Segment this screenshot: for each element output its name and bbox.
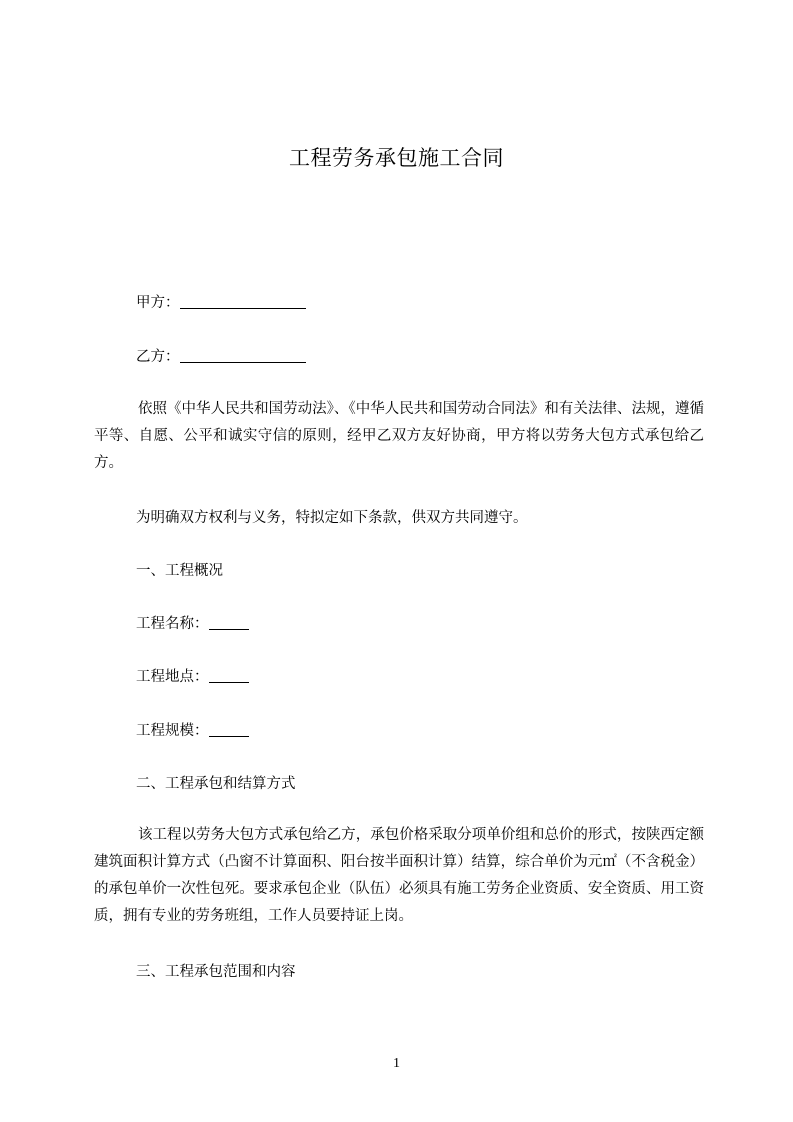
party-b-label: 乙方： [136, 349, 180, 365]
party-b-line [136, 345, 306, 366]
section2-paragraph: 该工程以劳务大包方式承包给乙方，承包价格采取分项单价组和总价的形式，按陕西定额建筑面积计算方式（凸窗不计算面积、阳台按半面积计算）结算，综合单价为元㎡（不含税金）的承包单价一次性包死。要求承包企业（队伍）必须具有施工劳务企业资质、安全资质、用工资质，拥有专业的劳务班组，工作人员要持证上岗。 [94, 827, 704, 924]
page-number: 1 [393, 1056, 400, 1071]
purpose-line: 为明确双方权利与义务，特拟定如下条款，供双方共同遵守。 [136, 510, 528, 526]
project-location-blank [209, 668, 249, 683]
intro-paragraph: 依照《中华人民共和国劳动法》、《中华人民共和国劳动合同法》和有关法律、法规，遵循平等、自愿、公平和诚实守信的原则，经甲乙双方友好协商，甲方将以劳务大包方式承包给乙方。 [94, 401, 704, 471]
project-location-label: 工程地点： [136, 669, 209, 685]
section3-heading: 三、工程承包范围和内容 [136, 964, 296, 980]
document-title: 工程劳务承包施工合同 [289, 146, 504, 170]
party-a-label: 甲方： [136, 295, 180, 311]
section1-heading: 一、工程概况 [136, 563, 223, 579]
project-name-label: 工程名称： [136, 616, 209, 632]
project-scale-label: 工程规模： [136, 723, 209, 739]
party-a-blank [180, 294, 306, 309]
party-a-line [136, 291, 306, 312]
project-name-line [136, 612, 249, 633]
project-name-blank [209, 615, 249, 630]
project-scale-line [136, 719, 249, 740]
project-scale-blank [209, 722, 249, 737]
party-b-blank [180, 348, 306, 363]
project-location-line [136, 665, 249, 686]
section2-heading: 二、工程承包和结算方式 [136, 776, 296, 792]
